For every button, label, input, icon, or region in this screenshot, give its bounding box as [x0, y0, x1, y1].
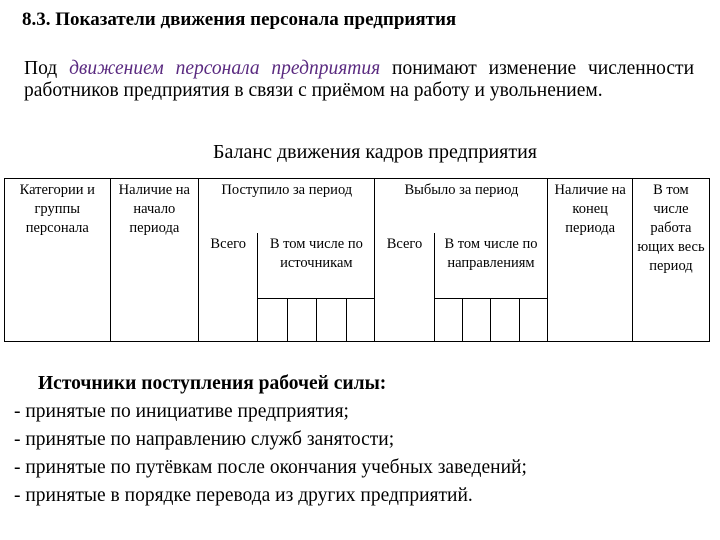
intro-paragraph: [24, 58, 694, 102]
list-item: - принятые по путёвкам после окончания учебных заведений;: [14, 457, 527, 478]
source-subcell: [346, 299, 375, 342]
balance-title: Баланс движения кадров предприятия: [213, 141, 537, 163]
col-retired-total: Всего: [375, 233, 434, 342]
col-received-total: Всего: [199, 233, 258, 342]
col-start-count: Наличие на начало периода: [110, 179, 199, 342]
direction-subcell: [434, 299, 462, 342]
intro-suffix: понимают изменение численности работников предприятия в связи с приёмом на работу и увольнением.: [24, 58, 695, 101]
direction-subcell: [463, 299, 491, 342]
source-subcell: [317, 299, 347, 342]
source-subcell: [287, 299, 317, 342]
col-end-count: Наличие на конец периода: [548, 179, 632, 342]
source-subcell: [258, 299, 288, 342]
list-item: - принятые в порядке перевода из других предприятий.: [14, 485, 473, 506]
intro-emphasis: движением персонала предприятия: [69, 58, 381, 79]
intro-prefix: Под: [24, 58, 70, 79]
col-retired: Выбыло за период: [375, 179, 548, 233]
table-header-row-1: [5, 179, 710, 233]
col-categories: Категории и группы персонала: [5, 179, 111, 342]
sources-section: [14, 370, 704, 510]
col-retired-by-directions: В том числе по направлениям: [434, 233, 548, 299]
col-received-by-sources: В том числе по источникам: [258, 233, 375, 299]
sources-heading: Источники поступления рабочей силы:: [38, 373, 387, 394]
balance-table: [4, 178, 710, 342]
list-item: - принятые по направлению служб занятости;: [14, 429, 395, 450]
direction-subcell: [491, 299, 519, 342]
col-working-all: В том числе работа ющих весь период: [632, 179, 709, 342]
direction-subcell: [519, 299, 548, 342]
list-item: - принятые по инициативе предприятия;: [14, 401, 349, 422]
col-received: Поступило за период: [199, 179, 375, 233]
section-title: 8.3. Показатели движения персонала предприятия: [22, 9, 457, 30]
